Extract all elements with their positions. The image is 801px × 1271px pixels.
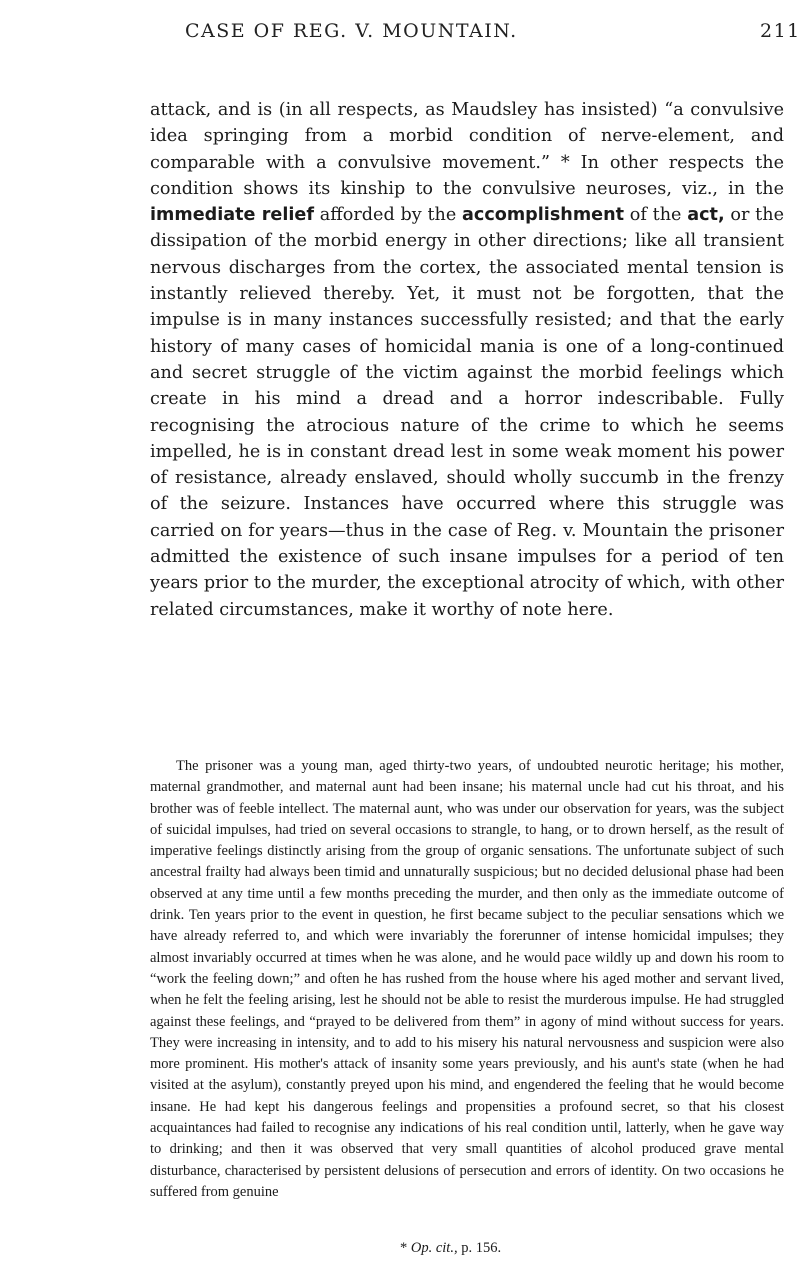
footnote-marker: * [400, 1240, 411, 1256]
paragraph-2: The prisoner was a young man, aged thirty-two years, of undoubted neurotic heritage; his mother, maternal grandmother, and maternal aunt had been insane; his maternal uncle had cut his throat, and his brother was of feeble intellect. The maternal aunt, who was under our observation for years, was the subject of suicidal impulses, had tried on several occasions to strangle, to hang, or to drown herself, as the result of imperative feelings distinctly arising from the group of organic sensations. The unfortunate subject of such ancestral frailty had always been timid and unnaturally suspicious; but no decided delusional phase had been observed at any time until a few months preceding the murder, and then only as the immediate outcome of drink. Ten years prior to the event in question, he first became subject to the peculiar sensations which we have already referred to, and which were invariably the forerunner of intense homicidal impulses; they almost invariably occurred at times when he was alone, and he would pace wildly up and down his room to “work the feeling down;” and often he has rushed from the house where his aged mother and servant lived, when he felt the feeling arising, lest he should not be able to resist the murderous impulse. He had struggled against these feelings, and “prayed to be delivered from them” in agony of mind without success for years. They were increasing in intensity, and to add to his misery his natural nervousness and suspicion were also more prominent. His mother's attack of insanity some years previously, and his aunt's state (when he had visited at the asylum), constantly preyed upon his mind, and engendered the feeling that he would become insane. He had kept his dangerous feelings and propensities a profound secret, so that his closest acquaintances had failed to recognise any indications of his real condition until, latterly, when he gave way to drinking; and then it was observed that very small quantities of alcohol produced grave mental disturbance, characterised by persistent delusions of persecution and errors of identity. On two occasions he suffered from genuine [150, 758, 784, 1200]
page-number: 211 [760, 20, 801, 42]
footnote-page: p. 156. [457, 1240, 502, 1256]
paragraph-1 [150, 97, 784, 623]
emphasis-immediate-relief: immediate relief [150, 205, 315, 226]
paragraph-1-part-1: attack, and is (in all respects, as Maudsley has insisted) “a convulsive idea springing from a morbid condition of nerve-element, and comparable with a convulsive movement.” * In other respects the condition shows its kinship to the convulsive neuroses, viz., in the [150, 100, 784, 199]
footnote [400, 1240, 501, 1257]
paragraph-1-part-3: of the [624, 205, 688, 226]
emphasis-accomplishment: accomplishment [462, 205, 625, 226]
paragraph-1-part-4: or the dissipation of the morbid energy in other directions; like all transient nervous discharges from the cortex, the associated mental tension is instantly relieved thereby. Yet, it must not be forgotten, that the impulse is in many instances successfully resisted; and that the early history of many cases of homicidal mania is one of a long-continued and secret struggle of the victim against the morbid feelings which create in his mind a dread and a horror indescribable. Fully recognising the atrocious nature of the crime to which he seems impelled, he is in constant dread lest in some weak moment his power of resistance, already enslaved, should wholly succumb in the frenzy of the seizure. Instances have occurred where this struggle was carried on for years—thus in the case of Reg. v. Mountain the prisoner admitted the existence of such insane impulses for a period of ten years prior to the murder, the exceptional atrocity of which, with other related circumstances, make it worthy of note here. [150, 205, 785, 620]
paragraph-1-part-2: afforded by the [314, 205, 463, 226]
main-text [150, 97, 784, 623]
case-report-text [150, 756, 784, 1203]
running-title: CASE OF REG. V. MOUNTAIN. [185, 20, 518, 42]
emphasis-act: act, [687, 205, 725, 226]
footnote-citation: Op. cit., [410, 1240, 458, 1256]
